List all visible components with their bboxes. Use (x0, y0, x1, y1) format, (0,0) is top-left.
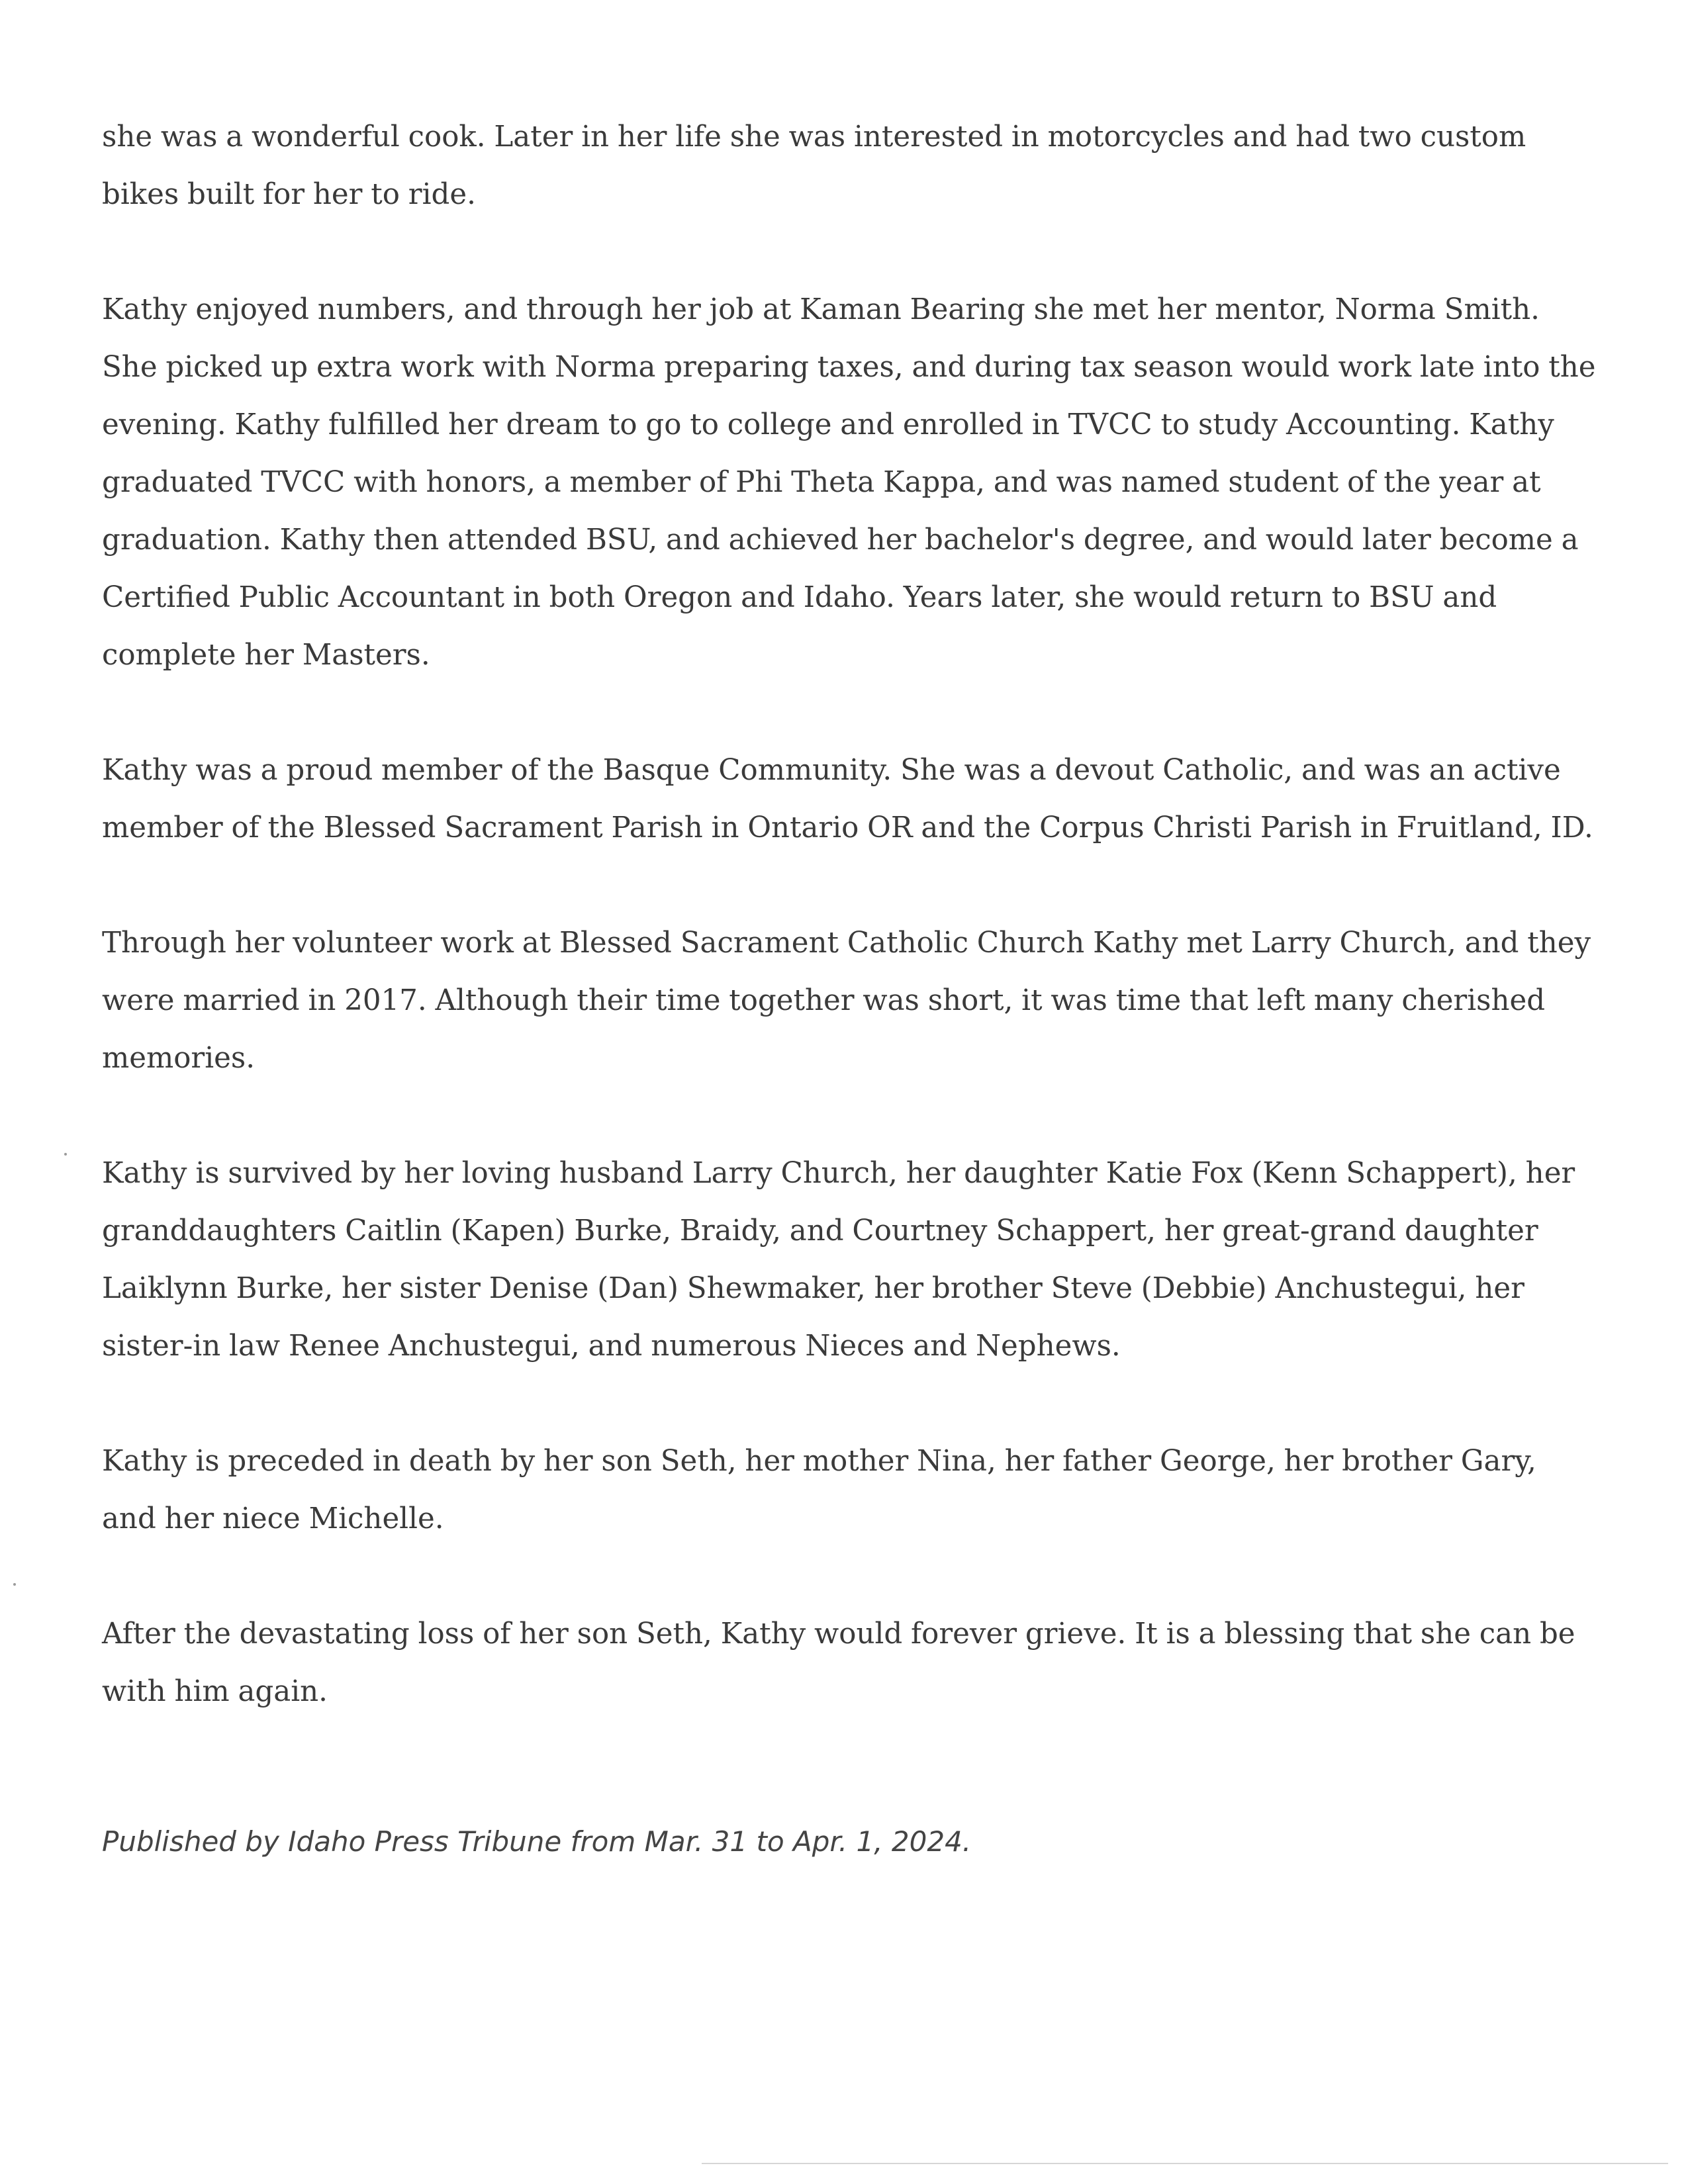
scan-speck (13, 1583, 16, 1586)
paragraph-survivors: Kathy is survived by her loving husband Larry Church, her daughter Katie Fox (Kenn Schappert), her granddaughters Caitlin (Kapen) Burke, Braidy, and Courtney Schappert, her great-grand daughter Laiklynn Burke, her sister Denise (Dan) Shewmaker, her brother Steve (Debbie) Anchustegui, her sister-in law Renee Anchustegui, and numerous Nieces and Nephews. (102, 1157, 1575, 1363)
scan-edge-line (702, 2163, 1668, 2164)
obituary-body (102, 109, 1598, 1778)
paragraph-marriage: Through her volunteer work at Blessed Sacrament Catholic Church Kathy met Larry Church, and they were married in 2017. Although their time together was short, it was time that left many cherished memories. (102, 927, 1591, 1075)
paragraph-faith: Kathy was a proud member of the Basque Community. She was a devout Catholic, and was an active member of the Blessed Sacrament Parish in Ontario OR and the Corpus Christi Parish in Fruitland, ID. (102, 754, 1593, 844)
paragraph-preceded: Kathy is preceded in death by her son Seth, her mother Nina, her father George, her brother Gary, and her niece Michelle. (102, 1445, 1536, 1535)
publication-note: Published by Idaho Press Tribune from Mar. 31 to Apr. 1, 2024. (102, 1825, 972, 1858)
paragraph-closing: After the devastating loss of her son Seth, Kathy would forever grieve. It is a blessing that she can be with him again. (102, 1617, 1575, 1708)
paragraph-career: Kathy enjoyed numbers, and through her job at Kaman Bearing she met her mentor, Norma Smith. She picked up extra work with Norma preparing taxes, and during tax season would work late into the evening. Kathy fulfilled her dream to go to college and enrolled in TVCC to study Accounting. Kathy graduated TVCC with honors, a member of Phi Theta Kappa, and was named student of the year at graduation. Kathy then attended BSU, and achieved her bachelor's degree, and would later become a Certified Public Accountant in both Oregon and Idaho. Years later, she would return to BSU and complete her Masters. (102, 293, 1596, 672)
paragraph-cooking: she was a wonderful cook. Later in her life she was interested in motorcycles and had two custom bikes built for her to ride. (102, 120, 1526, 211)
scan-speck (64, 1153, 67, 1156)
